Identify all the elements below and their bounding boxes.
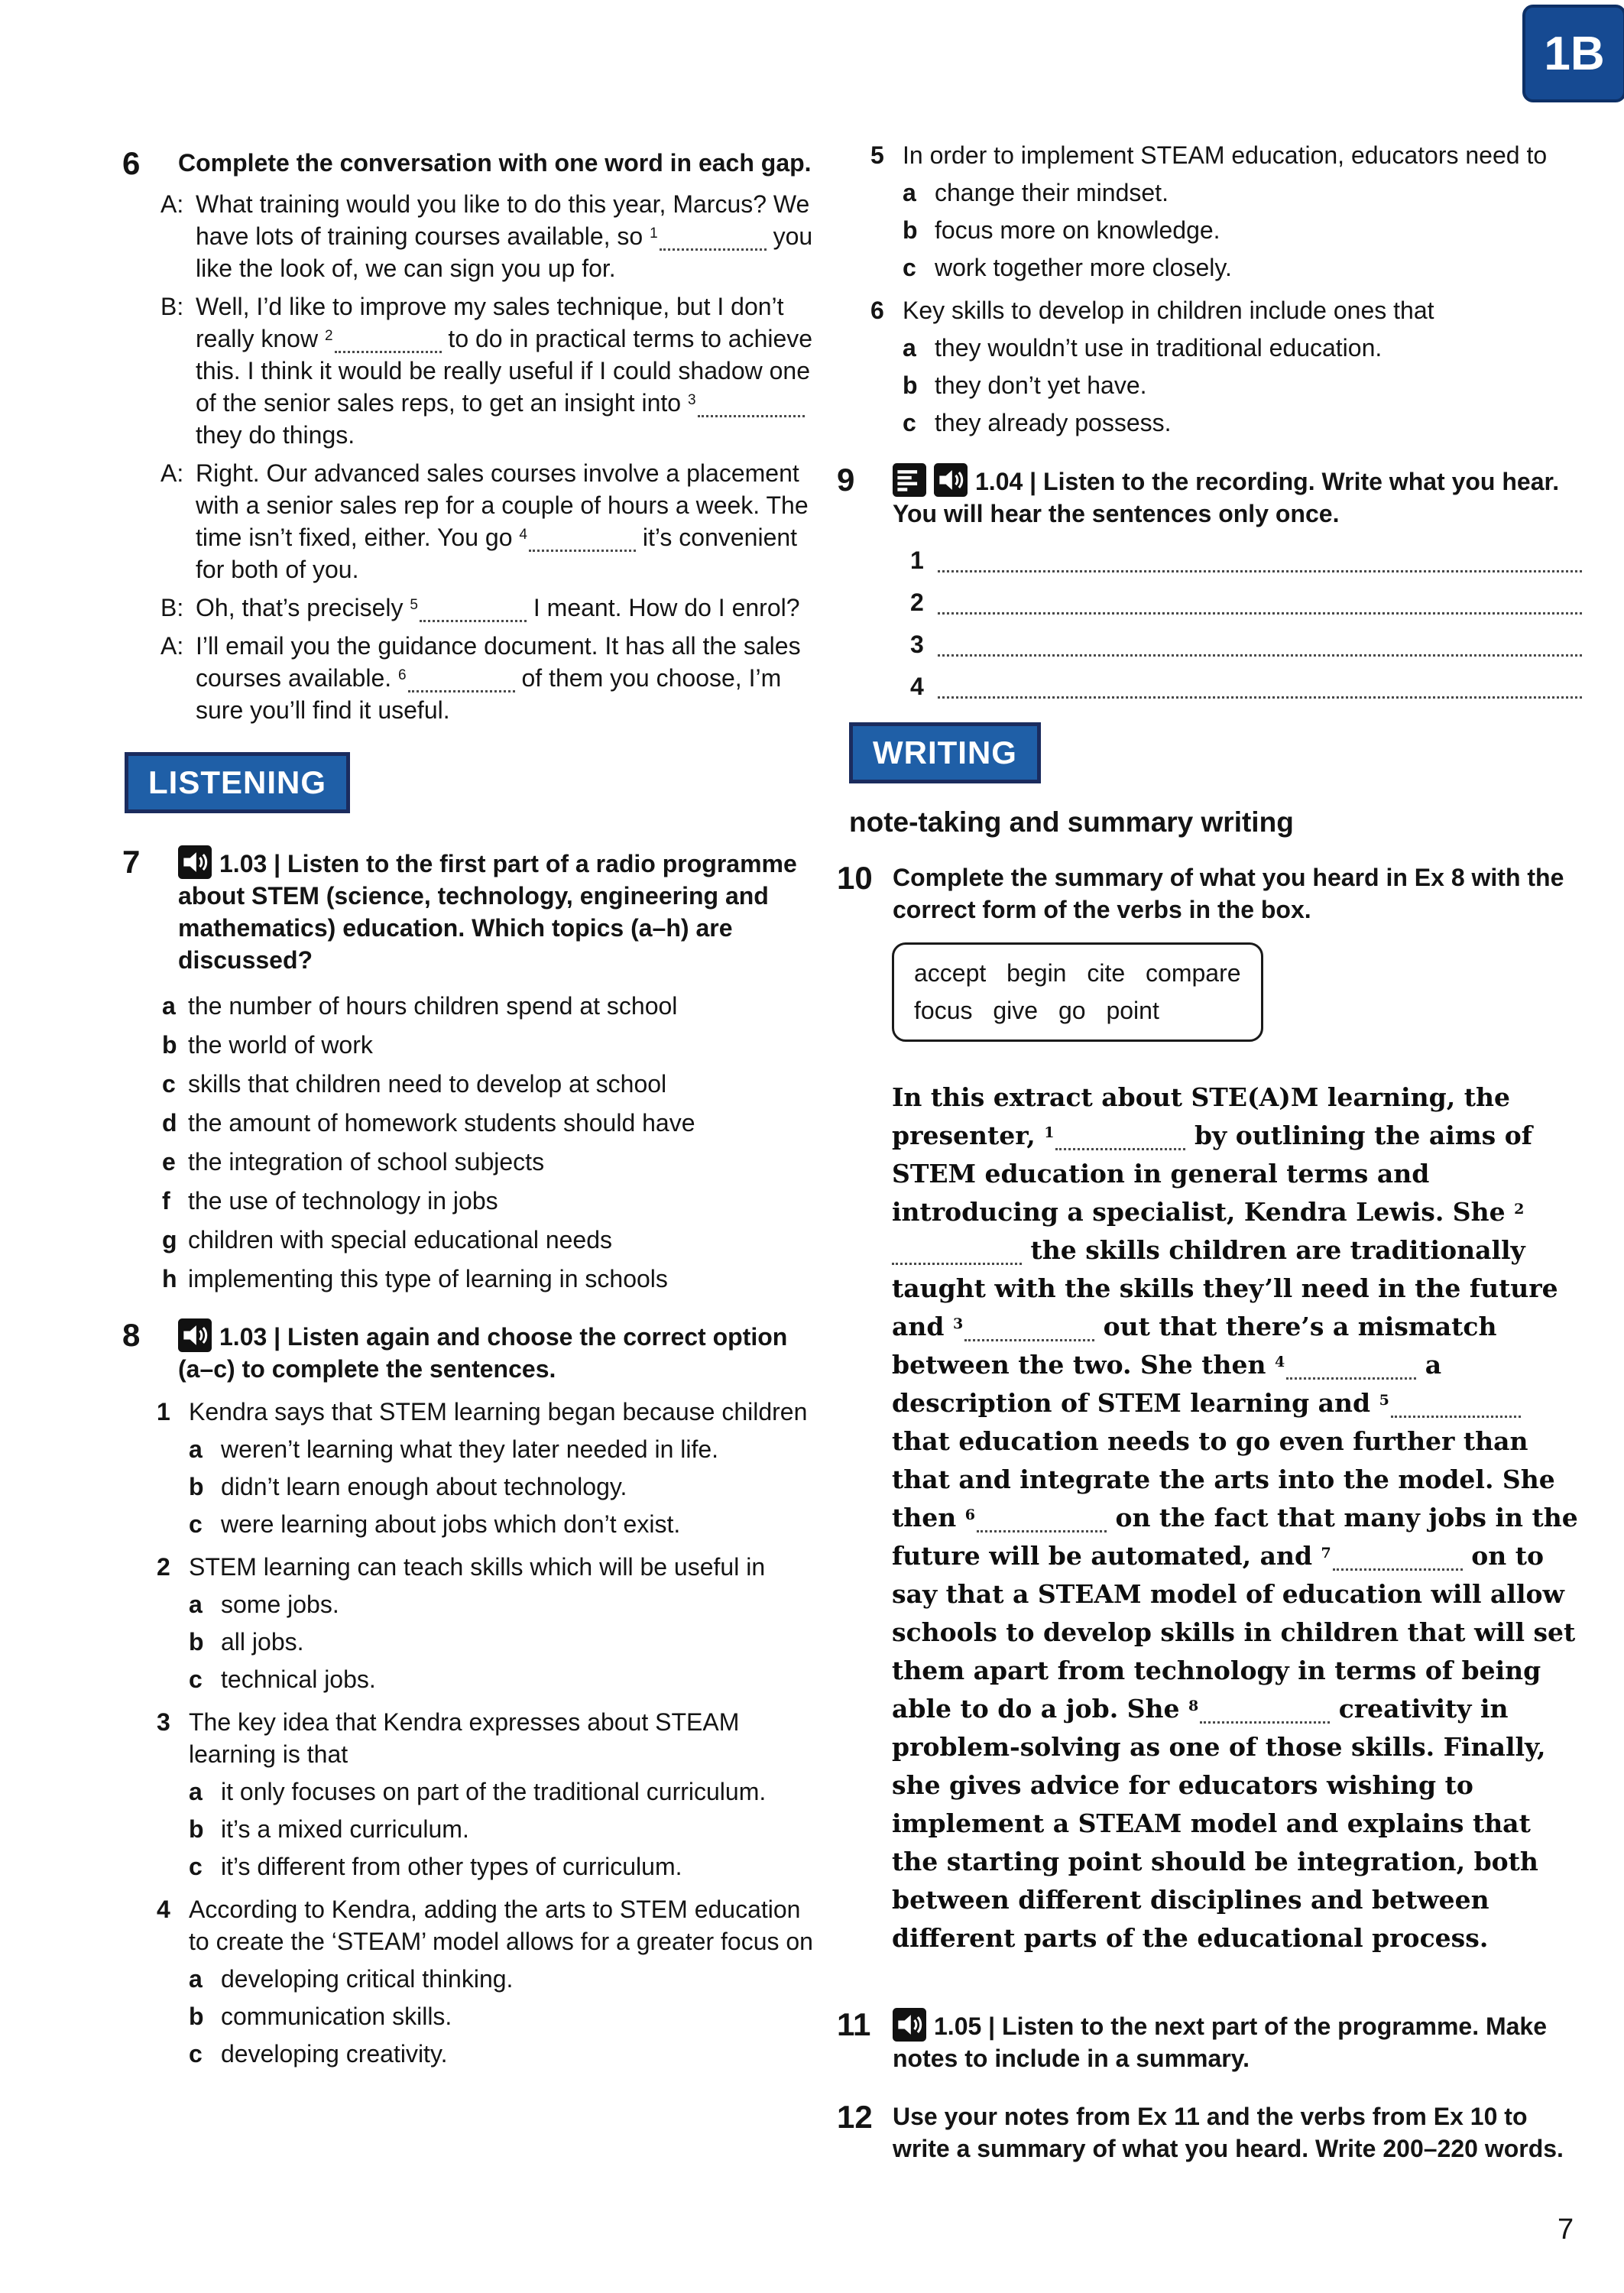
dotted-answer-line <box>938 612 1582 615</box>
topic-letter: b <box>162 1031 177 1059</box>
question <box>157 1893 814 2070</box>
dialogue-text: I’ll email you the guidance document. It has all the sales courses available. $^6$ of them you choose, I’m sure you’ll find it useful. <box>196 632 801 724</box>
gap-number: 8 <box>1188 1698 1199 1714</box>
question-number: 2 <box>157 1553 170 1581</box>
answer-gap <box>529 549 636 552</box>
question <box>157 1551 814 1695</box>
answer-line-number: 1 <box>910 546 924 574</box>
gap-number: 5 <box>1379 1392 1389 1409</box>
option-letter: b <box>189 1473 204 1500</box>
topic-item <box>162 1104 814 1143</box>
gap-number: 4 <box>1275 1354 1285 1370</box>
exercise-7-instruction: 1.03 | Listen to the first part of a radio programme about STEM (science, technology, engineering and mathematics) education. Which topics (a–h) are discussed? <box>178 845 814 976</box>
answer-gap <box>408 689 515 692</box>
speaker-label: B: <box>160 594 184 621</box>
option-text: focus more on knowledge. <box>935 216 1220 244</box>
topic-letter: h <box>162 1265 177 1292</box>
word-box-row: focus give go point <box>914 997 1159 1024</box>
gap-number: 2 <box>1514 1201 1525 1218</box>
answer-gap <box>1333 1568 1463 1571</box>
option-text: work together more closely. <box>935 254 1232 281</box>
option <box>903 214 1582 246</box>
option-letter: c <box>903 254 916 281</box>
word-box-row: accept begin cite compare <box>914 959 1241 987</box>
question-text: According to Kendra, adding the arts to STEM education to create the ‘STEAM’ model allows for a greater focus on <box>189 1896 813 1955</box>
dialogue-line <box>160 630 814 726</box>
question <box>157 1396 814 1540</box>
answer-gap <box>1286 1377 1416 1380</box>
option-text: technical jobs. <box>221 1665 376 1693</box>
audio-speaker-icon <box>934 463 968 497</box>
topic-text: skills that children need to develop at school <box>188 1070 667 1098</box>
gap-number: 3 <box>687 392 696 408</box>
options <box>903 332 1582 439</box>
summary-paragraph: In this extract about STE(A)M learning, the presenter, $^1$ by outlining the aims of STEM education in general terms and introducing a specialist, Kendra Lewis. She $^2$ the skills children are traditionally taught with the skills they’ll need in the future and $^3$ out that there’s a mismatch between the two. She then $^4$ a description of STEM learning and $^5$ that education needs to go even further than that and integrate the arts into the model. She then $^6$ on the fact that many jobs in the future will be automated, and $^7$ on to say that a STEAM model of education will allow schools to develop skills in children that will set them apart from technology in terms of being able to do a job. She $^8$ creativity in problem-solving as one of those skills. Finally, she gives advice for educators wishing to implement a STEAM model and explains that the starting point should be integration, both between different disciplines and between different parts of the educational process. <box>892 1082 1578 1953</box>
gap-number: 5 <box>410 597 418 613</box>
exercise-9 <box>837 463 1582 705</box>
dialogue-line <box>160 457 814 585</box>
topic-item <box>162 1065 814 1104</box>
page-number: 7 <box>1558 2214 1574 2246</box>
exercise-number: 8 <box>122 1317 141 1353</box>
questions-5-6 <box>870 139 1582 439</box>
dialogue-text: Right. Our advanced sales courses involve a placement with a senior sales rep for a couple of hours a week. The time isn’t fixed, either. You go $^4$ it’s convenient for both of you. <box>196 459 809 583</box>
option <box>903 177 1582 209</box>
topic-text: the number of hours children spend at school <box>188 992 678 1020</box>
gap-number: 7 <box>1321 1545 1331 1562</box>
gap-number: 1 <box>650 225 658 242</box>
left-column <box>122 147 814 2070</box>
options <box>189 1963 814 2070</box>
option-letter: a <box>189 1778 203 1805</box>
answer-line <box>910 621 1582 663</box>
question-number: 4 <box>157 1896 170 1923</box>
topic-letter: a <box>162 992 176 1020</box>
dialogue-text: Well, I’d like to improve my sales technique, but I don’t really know $^2$ to do in practical terms to achieve this. I think it would be really useful if I could shadow one of the senior sales reps, to get an insight into $^3$ they do things. <box>196 293 813 449</box>
topic-list <box>162 987 814 1299</box>
dotted-answer-line <box>938 570 1582 572</box>
answer-line <box>910 663 1582 705</box>
topic-letter: e <box>162 1148 176 1176</box>
exercise-7 <box>122 845 814 1299</box>
audio-speaker-icon <box>893 2008 926 2042</box>
exercise-6-instruction: Complete the conversation with one word in each gap. <box>178 149 812 177</box>
question-text: In order to implement STEAM education, educators need to <box>903 141 1548 169</box>
question-number: 3 <box>157 1708 170 1736</box>
option-letter: b <box>903 371 918 399</box>
question-text: Key skills to develop in children include ones that <box>903 297 1434 324</box>
question <box>870 294 1582 439</box>
option-letter: c <box>189 2040 203 2068</box>
option-text: change their mindset. <box>935 179 1169 206</box>
answer-gap <box>660 248 767 251</box>
answer-gap <box>977 1529 1107 1532</box>
topic-text: the amount of homework students should have <box>188 1109 695 1137</box>
section-header-listening: LISTENING <box>125 752 350 813</box>
option <box>189 1588 814 1620</box>
topic-text: the world of work <box>188 1031 373 1059</box>
option-letter: b <box>903 216 918 244</box>
answer-line <box>910 537 1582 579</box>
exercise-10 <box>837 861 1582 926</box>
option-letter: b <box>189 1815 204 1843</box>
writing-subheading: note-taking and summary writing <box>849 806 1294 838</box>
speaker-label: A: <box>160 190 184 218</box>
answer-line <box>910 579 1582 621</box>
exercise-number: 9 <box>837 462 855 498</box>
topic-item <box>162 1221 814 1260</box>
option <box>189 1626 814 1658</box>
exercise-8-instruction: 1.03 | Listen again and choose the correct option (a–c) to complete the sentences. <box>178 1318 814 1385</box>
options <box>903 177 1582 284</box>
option <box>903 332 1582 364</box>
option-letter: a <box>903 179 916 206</box>
topic-text: implementing this type of learning in schools <box>188 1265 668 1292</box>
exercise-6 <box>122 147 814 726</box>
option <box>189 1776 814 1808</box>
dotted-answer-line <box>938 696 1582 699</box>
option <box>189 1508 814 1540</box>
exercise-11-instruction: 1.05 | Listen to the next part of the programme. Make notes to include in a summary. <box>893 2008 1582 2074</box>
topic-item <box>162 987 814 1026</box>
option <box>903 251 1582 284</box>
dialogue-line <box>160 592 814 624</box>
option <box>189 1963 814 1995</box>
dialogue-text: Oh, that’s precisely $^5$ I meant. How do I enrol? <box>196 594 800 621</box>
option-text: communication skills. <box>221 2003 452 2030</box>
exercise-number: 6 <box>122 145 141 181</box>
option <box>189 2000 814 2032</box>
option-text: didn’t learn enough about technology. <box>221 1473 627 1500</box>
option-text: developing critical thinking. <box>221 1965 514 1993</box>
gap-number: 2 <box>324 328 333 344</box>
options <box>189 1433 814 1540</box>
speaker-label: A: <box>160 459 184 487</box>
option-text: developing creativity. <box>221 2040 448 2068</box>
option <box>903 369 1582 401</box>
answer-line-number: 2 <box>910 589 924 616</box>
topic-text: children with special educational needs <box>188 1226 613 1254</box>
topic-text: the use of technology in jobs <box>188 1187 498 1215</box>
audio-speaker-icon <box>178 845 212 879</box>
question-text: The key idea that Kendra expresses about STEAM learning is that <box>189 1708 740 1768</box>
options <box>189 1776 814 1883</box>
option-text: some jobs. <box>221 1591 339 1618</box>
verb-word-box <box>892 942 1263 1042</box>
speaker-label: A: <box>160 632 184 660</box>
question-number: 6 <box>870 297 884 324</box>
right-column <box>837 128 1582 2165</box>
gap-number: 6 <box>964 1507 975 1523</box>
exercise-12 <box>837 2100 1582 2165</box>
exercise-number: 11 <box>837 2006 871 2042</box>
exercise-number: 10 <box>837 860 873 896</box>
answer-gap <box>420 619 527 622</box>
gap-number: 3 <box>952 1315 964 1332</box>
topic-letter: d <box>162 1109 177 1137</box>
options <box>189 1588 814 1695</box>
question <box>157 1706 814 1883</box>
conversation <box>160 188 814 726</box>
answer-gap <box>335 350 442 353</box>
question <box>870 139 1582 284</box>
option-letter: b <box>189 1628 204 1656</box>
answer-line-number: 3 <box>910 631 924 658</box>
answer-lines <box>910 537 1582 705</box>
exercise-9-instruction: 1.04 | Listen to the recording. Write what you hear. You will hear the sentences only once. <box>893 463 1582 530</box>
option-letter: a <box>903 334 916 362</box>
dialogue-line <box>160 188 814 284</box>
option-letter: a <box>189 1435 203 1463</box>
exercise-number: 12 <box>837 2099 873 2135</box>
option-text: they wouldn’t use in traditional education. <box>935 334 1383 362</box>
answer-gap <box>892 1262 1022 1265</box>
option-text: they already possess. <box>935 409 1172 436</box>
exercise-number: 7 <box>122 844 141 880</box>
question-text: Kendra says that STEM learning began because children <box>189 1398 808 1425</box>
option-text: all jobs. <box>221 1628 304 1656</box>
speaker-label: B: <box>160 293 184 320</box>
option-text: weren’t learning what they later needed in life. <box>221 1435 719 1463</box>
option-letter: a <box>189 1965 203 1993</box>
gap-number: 6 <box>398 667 407 683</box>
topic-item <box>162 1182 814 1221</box>
section-header-writing: WRITING <box>849 722 1041 783</box>
exercise-12-instruction: Use your notes from Ex 11 and the verbs from Ex 10 to write a summary of what you heard. Write 200–220 words. <box>893 2103 1564 2162</box>
audio-speaker-icon <box>178 1318 212 1352</box>
option <box>903 407 1582 439</box>
option <box>189 1813 814 1845</box>
option-text: they don’t yet have. <box>935 371 1147 399</box>
notes-icon <box>893 463 926 497</box>
option <box>189 1850 814 1883</box>
gap-number: 4 <box>519 527 527 543</box>
answer-gap <box>1391 1415 1521 1418</box>
option-letter: a <box>189 1591 203 1618</box>
topic-letter: g <box>162 1226 177 1254</box>
option-text: it’s a mixed curriculum. <box>221 1815 469 1843</box>
answer-gap <box>1200 1721 1330 1724</box>
unit-badge: 1B <box>1522 5 1624 102</box>
exercise-11 <box>837 2008 1582 2074</box>
option <box>189 2038 814 2070</box>
option-letter: b <box>189 2003 204 2030</box>
dotted-answer-line <box>938 654 1582 657</box>
question-text: STEM learning can teach skills which will be useful in <box>189 1553 766 1581</box>
option-text: it only focuses on part of the traditional curriculum. <box>221 1778 767 1805</box>
dialogue-text: What training would you like to do this year, Marcus? We have lots of training courses available, so $^1$ you like the look of, we can sign you up for. <box>196 190 813 282</box>
questions-1-4 <box>157 1396 814 2070</box>
topic-letter: c <box>162 1070 176 1098</box>
option <box>189 1471 814 1503</box>
exercise-8 <box>122 1318 814 2070</box>
option <box>189 1663 814 1695</box>
option-letter: c <box>189 1853 203 1880</box>
option-letter: c <box>189 1665 203 1693</box>
topic-item <box>162 1143 814 1182</box>
question-number: 1 <box>157 1398 170 1425</box>
topic-letter: f <box>162 1187 170 1215</box>
answer-gap <box>698 414 805 417</box>
answer-gap <box>964 1338 1094 1341</box>
option <box>189 1433 814 1465</box>
option-letter: c <box>903 409 916 436</box>
topic-item <box>162 1026 814 1065</box>
option-text: were learning about jobs which don’t exist. <box>221 1510 681 1538</box>
exercise-10-instruction: Complete the summary of what you heard in Ex 8 with the correct form of the verbs in the box. <box>893 864 1564 923</box>
answer-line-number: 4 <box>910 673 924 700</box>
topic-text: the integration of school subjects <box>188 1148 545 1176</box>
answer-gap <box>1055 1147 1185 1150</box>
topic-item <box>162 1260 814 1299</box>
question-number: 5 <box>870 141 884 169</box>
gap-number: 1 <box>1044 1124 1055 1141</box>
dialogue-line <box>160 290 814 451</box>
option-letter: c <box>189 1510 203 1538</box>
option-text: it’s different from other types of curriculum. <box>221 1853 682 1880</box>
